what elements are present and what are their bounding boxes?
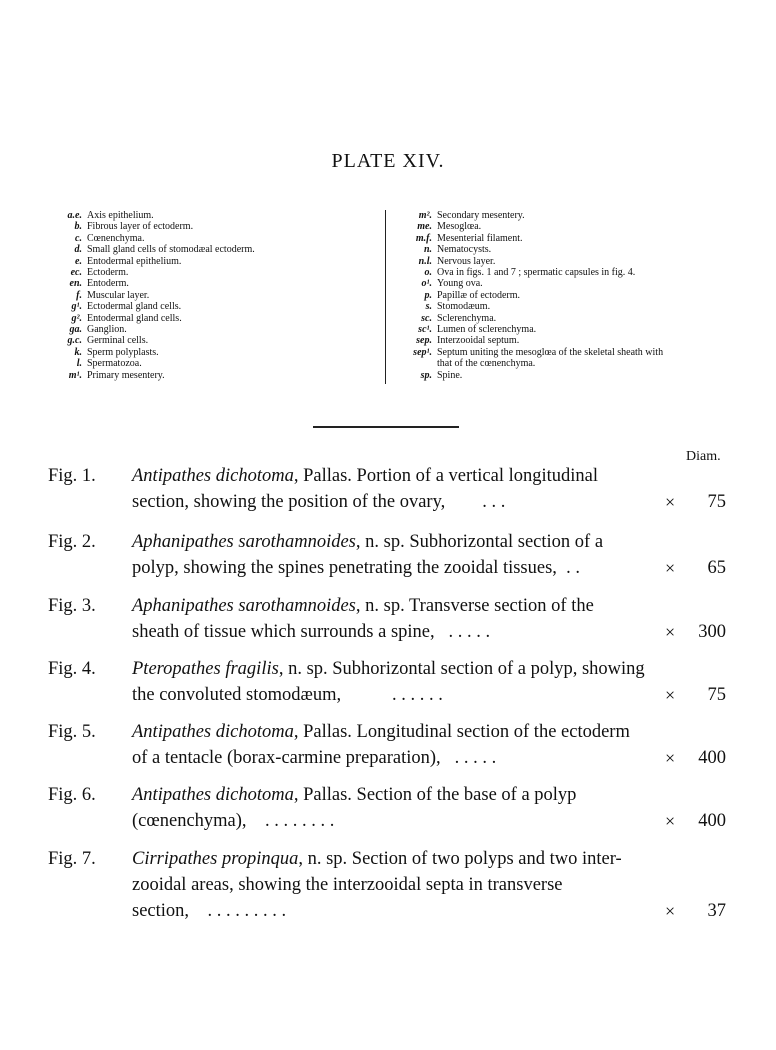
abbreviation-item <box>390 313 740 324</box>
abbreviation-item <box>40 278 370 289</box>
leader-dots: . . . . . . . . . <box>207 901 287 921</box>
abbreviation-key: g.c. <box>67 335 82 347</box>
abbreviation-key: sc¹. <box>418 324 432 336</box>
magnification: 400 <box>698 748 726 768</box>
caption-text: polyp, showing the spines penetrating the zooidal tissues, <box>132 558 557 578</box>
abbreviation-key: b. <box>74 221 82 233</box>
abbreviation-item <box>40 358 370 369</box>
species-name: Cirripathes propinqua <box>132 849 299 869</box>
abbreviation-text: Nematocysts. <box>437 244 492 256</box>
magnification: 37 <box>707 901 726 921</box>
caption-text: , n. sp. Section of two polyps and two inter- <box>298 849 622 869</box>
figure-number: Fig. 5. <box>48 722 96 742</box>
abbreviation-item <box>390 301 740 312</box>
abbreviation-text: Nervous layer. <box>437 255 496 267</box>
abbreviation-text: Spermatozoa. <box>87 358 142 370</box>
caption-text: the convoluted stomodæum, <box>132 685 342 705</box>
caption-text: section, showing the position of the ovary, <box>132 492 446 512</box>
abbreviation-key: s. <box>425 301 432 313</box>
column-divider <box>385 210 386 384</box>
abbreviation-item <box>390 335 740 346</box>
species-name: Antipathes dichotoma <box>132 466 294 486</box>
times-sign: × <box>665 558 676 578</box>
figure-caption-7 <box>48 846 728 924</box>
abbreviation-key: n.l. <box>418 255 432 267</box>
figure-caption-5 <box>48 719 728 771</box>
abbreviation-item <box>40 290 370 301</box>
abbreviation-key: m². <box>418 210 432 221</box>
abbreviation-key: n. <box>423 244 432 256</box>
abbreviation-text: Ectoderm. <box>87 267 129 279</box>
magnification: 75 <box>707 685 726 705</box>
abbreviation-key: d. <box>74 244 82 256</box>
figure-number: Fig. 2. <box>48 532 96 552</box>
times-sign: × <box>665 901 676 921</box>
caption-text: , Pallas. Portion of a vertical longitudinal <box>293 466 599 486</box>
plate-title: PLATE XIV. <box>331 150 445 172</box>
abbreviation-text: Entoderm. <box>87 278 129 290</box>
species-name: Aphanipathes sarothamnoides <box>132 596 356 616</box>
abbreviation-item <box>40 370 370 381</box>
abbreviation-text: Interzooidal septum. <box>437 335 520 347</box>
caption-text: , n. sp. Transverse section of the <box>355 596 594 616</box>
abbreviation-item <box>40 210 370 221</box>
abbreviation-item <box>40 313 370 324</box>
abbreviation-key: sc. <box>421 312 432 324</box>
caption-text: , Pallas. Longitudinal section of the ectoderm <box>293 722 630 742</box>
species-name: Pteropathes fragilis <box>132 659 279 679</box>
abbreviation-key: p. <box>424 289 432 301</box>
figure-number: Fig. 1. <box>48 466 96 486</box>
abbreviation-key: c. <box>75 232 82 244</box>
abbreviation-key: ga. <box>69 324 82 336</box>
abbreviation-item <box>40 221 370 232</box>
abbreviation-item <box>390 233 740 244</box>
abbreviation-text: Primary mesentery. <box>87 369 165 381</box>
abbreviation-text: Germinal cells. <box>87 335 149 347</box>
abbreviation-item <box>390 221 740 232</box>
species-name: Aphanipathes sarothamnoides <box>132 532 356 552</box>
leader-dots: . . . <box>482 492 506 512</box>
figure-caption-4 <box>48 656 728 708</box>
abbreviation-text: Mesenterial filament. <box>437 232 523 244</box>
figure-number: Fig. 4. <box>48 659 96 679</box>
abbreviation-key: sep. <box>416 335 432 347</box>
caption-text: of a tentacle (borax-carmine preparation), <box>132 748 441 768</box>
times-sign: × <box>665 622 676 642</box>
abbreviation-key: a.e. <box>67 210 82 221</box>
abbreviation-text: Lumen of sclerenchyma. <box>437 324 537 336</box>
abbreviation-text: Small gland cells of stomodæal ectoderm. <box>87 244 255 256</box>
leader-dots: . . . . . . <box>392 685 443 705</box>
times-sign: × <box>665 492 676 512</box>
figure-caption-2 <box>48 529 728 581</box>
abbreviation-key: o¹. <box>421 278 432 290</box>
abbreviation-item <box>40 347 370 358</box>
abbreviation-list-left <box>40 210 370 381</box>
caption-text: , n. sp. Subhorizontal section of a <box>355 532 604 552</box>
abbreviation-item <box>40 256 370 267</box>
figure-number: Fig. 3. <box>48 596 96 616</box>
leader-dots: . . . . . <box>448 622 491 642</box>
figure-number: Fig. 6. <box>48 785 96 805</box>
abbreviation-item <box>40 233 370 244</box>
abbreviation-item <box>390 244 740 255</box>
magnification: 400 <box>698 811 726 831</box>
abbreviation-key: ec. <box>70 267 82 279</box>
species-name: Antipathes dichotoma <box>132 785 294 805</box>
horizontal-rule <box>313 426 459 428</box>
abbreviation-text: Septum uniting the mesoglœa of the skeletal sheath with <box>437 346 664 358</box>
abbreviation-key: k. <box>74 346 82 358</box>
abbreviation-text: Sclerenchyma. <box>437 312 497 324</box>
abbreviation-item <box>390 267 740 278</box>
abbreviation-continuation: that of the cœnenchyma. <box>437 358 536 370</box>
caption-text: section, <box>132 901 190 921</box>
abbreviation-text: Entodermal gland cells. <box>87 312 182 324</box>
abbreviation-text: Sperm polyplasts. <box>87 346 159 358</box>
species-name: Antipathes dichotoma <box>132 722 294 742</box>
figure-caption-3 <box>48 593 728 645</box>
abbreviation-list-right <box>390 210 740 381</box>
caption-text: zooidal areas, showing the interzooidal septa in transverse <box>132 875 563 895</box>
abbreviation-item <box>40 324 370 335</box>
abbreviation-key: l. <box>76 358 82 370</box>
caption-text: sheath of tissue which surrounds a spine, <box>132 622 435 642</box>
abbreviation-text: Spine. <box>437 369 463 381</box>
magnification: 75 <box>707 492 726 512</box>
abbreviation-item <box>40 267 370 278</box>
abbreviation-text: Ectodermal gland cells. <box>87 301 182 313</box>
figure-caption-1 <box>48 463 728 515</box>
abbreviation-key: o. <box>424 267 432 279</box>
caption-text: (cœnenchyma), <box>132 811 247 831</box>
abbreviation-key: sp. <box>420 369 432 381</box>
abbreviation-key: en. <box>69 278 82 290</box>
abbreviation-key: g². <box>71 312 82 324</box>
figure-number: Fig. 7. <box>48 849 96 869</box>
caption-text: , n. sp. Subhorizontal section of a polyp, showing <box>278 659 645 679</box>
abbreviation-item <box>40 335 370 346</box>
abbreviation-item <box>390 324 740 335</box>
abbreviation-key: f. <box>76 289 82 301</box>
abbreviation-item <box>390 370 740 381</box>
abbreviation-text: Muscular layer. <box>87 289 150 301</box>
abbreviation-text: Cœnenchyma. <box>87 232 145 244</box>
abbreviation-key: e. <box>75 255 82 267</box>
abbreviation-text: Stomodæum. <box>437 301 491 313</box>
leader-dots: . . . . . . . . <box>265 811 335 831</box>
abbreviation-text: Axis epithelium. <box>87 210 154 221</box>
abbreviation-item <box>390 210 740 221</box>
abbreviation-item <box>390 278 740 289</box>
abbreviation-text: Mesoglœa. <box>437 221 482 233</box>
times-sign: × <box>665 811 676 831</box>
abbreviation-key: m¹. <box>68 369 82 381</box>
diam-column-header: Diam. <box>686 449 721 464</box>
leader-dots: . . . . . <box>454 748 497 768</box>
abbreviation-text: Papillæ of ectoderm. <box>437 289 521 301</box>
abbreviation-text: Entodermal epithelium. <box>87 255 182 267</box>
abbreviation-item <box>390 347 740 358</box>
leader-dots: . . <box>566 558 581 578</box>
magnification: 300 <box>698 622 726 642</box>
abbreviation-text: Secondary mesentery. <box>437 210 525 221</box>
abbreviation-item <box>40 244 370 255</box>
abbreviation-key: me. <box>417 221 432 233</box>
abbreviation-text: Young ova. <box>437 278 483 290</box>
abbreviation-item <box>390 290 740 301</box>
figure-caption-6 <box>48 782 728 834</box>
abbreviation-text: Fibrous layer of ectoderm. <box>87 221 194 233</box>
magnification: 65 <box>707 558 726 578</box>
times-sign: × <box>665 748 676 768</box>
times-sign: × <box>665 685 676 705</box>
abbreviation-key: sep¹. <box>413 346 432 358</box>
abbreviation-key: m.f. <box>415 232 432 244</box>
caption-text: , Pallas. Section of the base of a polyp <box>293 785 577 805</box>
abbreviation-item <box>40 301 370 312</box>
abbreviation-item <box>390 256 740 267</box>
abbreviation-text: Ova in figs. 1 and 7 ; spermatic capsules in fig. 4. <box>437 267 636 279</box>
abbreviation-key: g¹. <box>71 301 82 313</box>
abbreviation-text: Ganglion. <box>87 324 127 336</box>
